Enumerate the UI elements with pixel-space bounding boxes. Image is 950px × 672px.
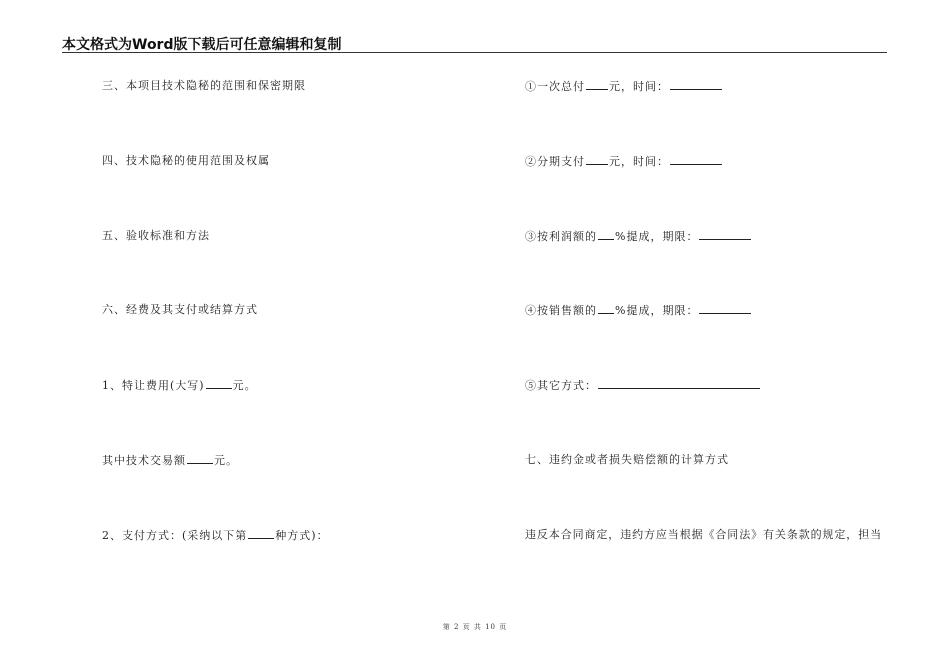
left-line-5-suffix: 元。 (232, 379, 257, 392)
left-line-6-text: 其中技术交易额 (102, 454, 186, 467)
fill-in-blank (699, 303, 751, 314)
left-line-2-text: 四、技术隐秘的使用范围及权属 (102, 154, 270, 167)
left-line-5-text: 1、特让费用(大写) (102, 379, 205, 392)
left-line-7-text: 2、支付方式：(采纳以下第 (102, 529, 248, 542)
right-line-5-text: ⑤其它方式： (525, 379, 597, 392)
right-line-7 (525, 528, 882, 542)
left-line-4-text: 六、经费及其支付或结算方式 (102, 303, 258, 316)
right-line-2 (525, 154, 723, 169)
right-line-1-text: ①一次总付 (525, 80, 585, 93)
fill-in-blank (670, 79, 722, 90)
left-line-7-suffix: 种方式)： (275, 529, 329, 542)
right-line-3-mid: %提成，期限： (615, 230, 699, 243)
right-line-4-mid: %提成，期限： (615, 304, 699, 317)
fill-in-blank (187, 453, 213, 464)
fill-in-blank (598, 378, 760, 389)
fill-in-blank (598, 303, 614, 314)
left-line-3 (102, 229, 210, 243)
right-line-4 (525, 303, 752, 318)
right-line-2-mid: 元，时间： (609, 155, 669, 168)
right-line-6-text: 七、违约金或者损失赔偿额的计算方式 (525, 453, 729, 466)
right-line-3 (525, 229, 752, 244)
left-line-2 (102, 154, 270, 168)
right-line-7-text: 违反本合同商定，违约方应当根据《合同法》有关条款的规定，担当 (525, 528, 882, 541)
fill-in-blank (206, 378, 232, 389)
page-header-title: 本文格式为Word版下载后可任意编辑和复制 (62, 37, 342, 53)
left-line-3-text: 五、验收标准和方法 (102, 229, 210, 242)
left-line-7 (102, 528, 329, 543)
left-line-5 (102, 378, 257, 393)
left-line-6-suffix: 元。 (214, 454, 238, 467)
right-line-3-text: ③按利润额的 (525, 230, 597, 243)
right-line-2-text: ②分期支付 (525, 155, 585, 168)
right-line-1 (525, 79, 723, 94)
left-line-1 (102, 79, 306, 93)
right-line-1-mid: 元，时间： (609, 80, 669, 93)
page-footer: 第 2 页 共 10 页 (442, 623, 508, 631)
fill-in-blank (699, 229, 751, 240)
fill-in-blank (670, 154, 722, 165)
left-line-1-text: 三、本项目技术隐秘的范围和保密期限 (102, 79, 306, 92)
fill-in-blank (586, 154, 608, 165)
right-line-5 (525, 378, 761, 393)
left-line-4 (102, 303, 258, 317)
fill-in-blank (586, 79, 608, 90)
left-line-6 (102, 453, 238, 468)
fill-in-blank (248, 528, 274, 539)
fill-in-blank (598, 229, 614, 240)
right-line-4-text: ④按销售额的 (525, 304, 597, 317)
header-divider (62, 52, 887, 53)
right-line-6 (525, 453, 729, 467)
